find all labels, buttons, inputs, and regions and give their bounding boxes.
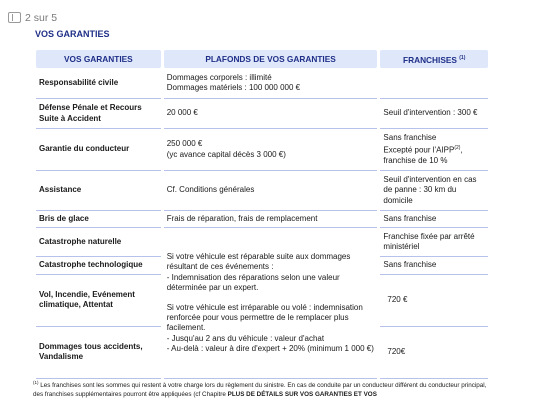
guarantee-deductible: Sans franchise <box>380 257 488 274</box>
guarantee-ceiling: Frais de réparation, frais de remplacement <box>164 211 378 228</box>
guarantees-table <box>33 50 491 379</box>
section-title: VOS GARANTIES <box>35 29 110 39</box>
guarantee-deductible: Franchise fixée par arrêté ministériel <box>380 228 488 257</box>
guarantee-name: Assistance <box>36 171 161 211</box>
table-row <box>36 129 488 171</box>
header-guarantees: VOS GARANTIES <box>36 50 161 68</box>
page-counter: 2 sur 5 <box>25 11 58 24</box>
table-row <box>36 228 488 257</box>
guarantee-name: Dommages tous accidents, Vandalisme <box>36 327 161 379</box>
table-header-row <box>36 50 488 68</box>
guarantee-ceiling: 20 000 € <box>164 99 378 129</box>
table-row <box>36 99 488 129</box>
guarantee-ceiling: Cf. Conditions générales <box>164 171 378 211</box>
guarantee-ceiling: 250 000 € (yc avance capital décès 3 000 €) <box>164 129 378 171</box>
guarantee-name: Bris de glace <box>36 211 161 228</box>
guarantee-name: Vol, Incendie, Evénement climatique, Attentat <box>36 275 161 327</box>
table-row <box>36 211 488 228</box>
guarantee-deductible: 720€ <box>380 327 488 379</box>
footnote: $^{(1)}$ Les franchises sont les sommes qui restent à votre charge lors du règlement du sinistre. En cas de conduite par un conducteur différent du conducteur principal, des franchises supplémentaires pourront être appliquées (cf Chapitre PLUS DE DÉTAILS SUR VOS GARANTIES ET VOS <box>33 380 487 398</box>
guarantee-deductible: Sans franchise Excepté pour l'AIPP$^{(2)}$, franchise de 10 % <box>380 129 488 171</box>
sidebar-panel-icon[interactable] <box>8 12 21 23</box>
guarantee-deductible: Sans franchise <box>380 211 488 228</box>
merged-ceiling: Si votre véhicule est réparable suite aux dommages résultant de ces événements : - Indemnisation des réparations selon une valeur déterminée par un expert. Si votre véhicule est irréparable ou volé : indemnisation renforcée pour vous permettre de le remplacer plus facilement. - Jusqu'au 2 ans du véhicule : valeur d'achat - Au-delà : valeur à dire d'expert + 20% (minimum 1 000 €) <box>164 228 378 378</box>
page-indicator[interactable] <box>8 9 57 26</box>
guarantee-name: Catastrophe technologique <box>36 257 161 274</box>
guarantee-name: Garantie du conducteur <box>36 129 161 171</box>
guarantee-deductible <box>380 68 488 99</box>
guarantee-name: Défense Pénale et Recours Suite à Accident <box>36 99 161 129</box>
header-deductibles: FRANCHISES $^{(1)}$ <box>380 50 488 68</box>
header-ceilings: PLAFONDS DE VOS GARANTIES <box>164 50 378 68</box>
table-row <box>36 68 488 99</box>
guarantee-deductible: Seuil d'intervention en cas de panne : 30 km du domicile <box>380 171 488 211</box>
guarantee-deductible: Seuil d'intervention : 300 € <box>380 99 488 129</box>
guarantee-name: Catastrophe naturelle <box>36 228 161 257</box>
guarantee-deductible: 720 € <box>380 275 488 327</box>
table-row <box>36 171 488 211</box>
guarantee-ceiling: Dommages corporels : illimité Dommages matériels : 100 000 000 € <box>164 68 378 99</box>
guarantee-name: Responsabilité civile <box>36 68 161 99</box>
